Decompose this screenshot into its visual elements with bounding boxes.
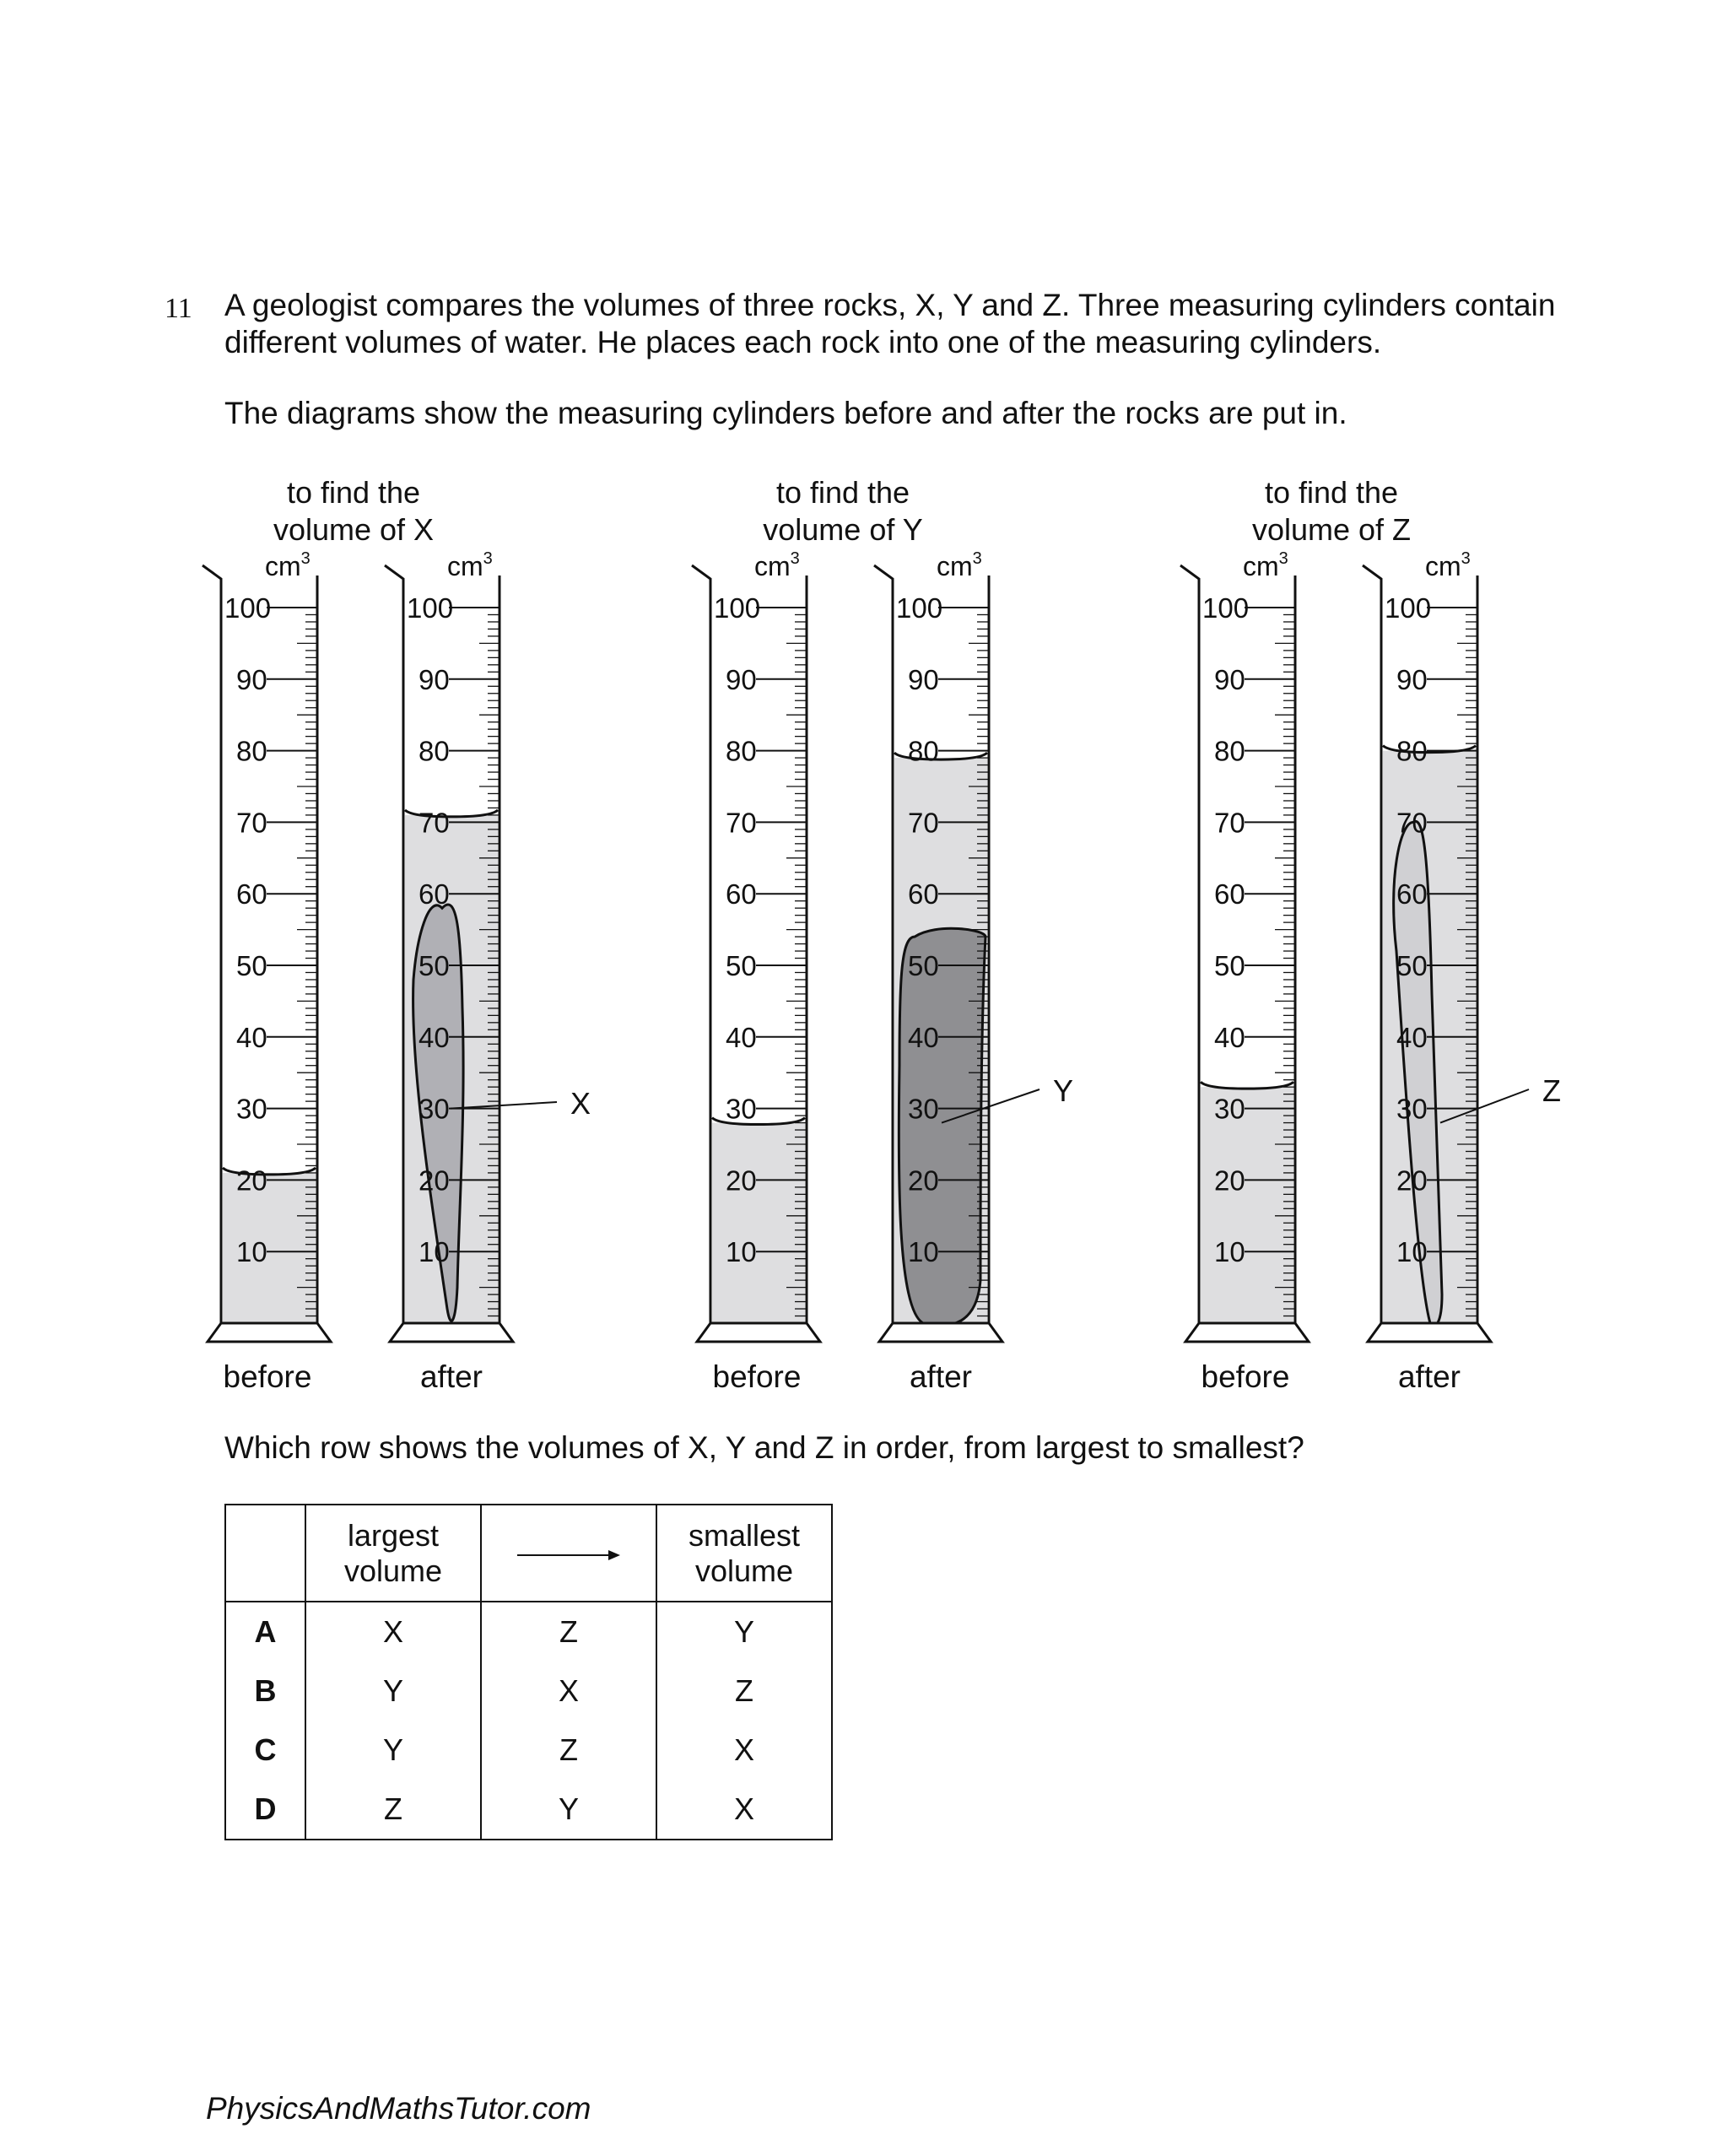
rock-label-x: X: [570, 1086, 591, 1121]
header-smallest-volume: volume: [694, 1553, 794, 1588]
cylinder-base: [879, 1323, 1002, 1342]
cylinder-group-x: [202, 475, 591, 1394]
unit-label: $cm^3$: [937, 549, 982, 581]
after-cylinder: [1363, 549, 1491, 1342]
cell: Y: [481, 1780, 656, 1840]
scale-label-80: 80: [726, 735, 757, 767]
before-label: before: [1201, 1359, 1290, 1394]
scale-label-60: 60: [1396, 878, 1428, 910]
after-label: after: [419, 1359, 483, 1394]
cell: Z: [481, 1721, 656, 1780]
scale-label-50: 50: [908, 950, 939, 981]
before-label: before: [712, 1359, 802, 1394]
scale-label-100: 100: [1385, 592, 1432, 624]
cell: X: [656, 1780, 832, 1840]
scale-label-20: 20: [1214, 1164, 1245, 1197]
spout: [385, 565, 403, 592]
measuring-cylinders-diagram: [0, 456, 1728, 1409]
arrow-icon: [514, 1547, 624, 1564]
scale-label-80: 80: [1396, 735, 1428, 767]
before-label: before: [223, 1359, 312, 1394]
spout: [874, 565, 893, 592]
scale-label-60: 60: [418, 878, 450, 910]
scale-label-20: 20: [236, 1164, 267, 1197]
scale-label-70: 70: [908, 807, 939, 839]
scale-label-60: 60: [908, 878, 939, 910]
scale-label-50: 50: [1214, 950, 1245, 981]
cell: Y: [305, 1662, 481, 1721]
scale-label-10: 10: [908, 1236, 939, 1268]
footer-watermark: PhysicsAndMathsTutor.com: [206, 2091, 591, 2126]
scale-label-90: 90: [236, 663, 267, 695]
row-key: B: [225, 1662, 305, 1721]
before-cylinder: [202, 549, 331, 1342]
scale-label-20: 20: [908, 1164, 939, 1197]
row-key: C: [225, 1721, 305, 1780]
cell: Z: [305, 1780, 481, 1840]
after-cylinder: [385, 549, 513, 1342]
scale-label-50: 50: [726, 950, 757, 981]
scale-label-20: 20: [418, 1164, 450, 1197]
scale-label-100: 100: [896, 592, 943, 624]
scale-label-40: 40: [908, 1021, 939, 1053]
scale-label-40: 40: [236, 1021, 267, 1053]
cylinder-base: [208, 1323, 331, 1342]
table-row: [225, 1602, 832, 1662]
scale-label-100: 100: [224, 592, 272, 624]
rock-label-z: Z: [1542, 1073, 1561, 1108]
spout: [202, 565, 221, 592]
scale-label-70: 70: [1396, 807, 1428, 839]
header-largest: largest: [347, 1517, 440, 1553]
water-fill: [712, 1123, 805, 1323]
scale-label-10: 10: [726, 1236, 757, 1268]
cell: Z: [656, 1662, 832, 1721]
scale-label-30: 30: [236, 1093, 267, 1125]
after-cylinder: [874, 549, 1002, 1342]
after-label: after: [1397, 1359, 1461, 1394]
group-title-line1: to find the: [1264, 475, 1399, 510]
table-row: [225, 1780, 832, 1840]
cylinder-base: [390, 1323, 513, 1342]
scale-label-30: 30: [726, 1093, 757, 1125]
spout: [692, 565, 710, 592]
scale-label-100: 100: [714, 592, 761, 624]
before-cylinder: [692, 549, 820, 1342]
scale-label-70: 70: [236, 807, 267, 839]
row-key: D: [225, 1780, 305, 1840]
cell: Y: [305, 1721, 481, 1780]
scale-label-100: 100: [407, 592, 454, 624]
scale-label-90: 90: [418, 663, 450, 695]
group-title-line1: to find the: [775, 475, 910, 510]
scale-label-60: 60: [1214, 878, 1245, 910]
unit-label: $cm^3$: [447, 549, 493, 581]
scale-label-40: 40: [1214, 1021, 1245, 1053]
meniscus-line: [1201, 1082, 1293, 1089]
scale-label-30: 30: [908, 1093, 939, 1125]
scale-label-30: 30: [1214, 1093, 1245, 1125]
cylinder-base: [1185, 1323, 1309, 1342]
cell: X: [656, 1721, 832, 1780]
scale-label-20: 20: [726, 1164, 757, 1197]
scale-label-80: 80: [1214, 735, 1245, 767]
scale-label-80: 80: [418, 735, 450, 767]
unit-label: $cm^3$: [265, 549, 310, 581]
scale-label-70: 70: [418, 807, 450, 839]
scale-label-40: 40: [1396, 1021, 1428, 1053]
question-text: [224, 287, 1608, 432]
scale-label-40: 40: [726, 1021, 757, 1053]
cell: Y: [656, 1602, 832, 1662]
unit-label: $cm^3$: [1243, 549, 1288, 581]
cell: Z: [481, 1602, 656, 1662]
header-smallest: smallest: [688, 1517, 801, 1553]
table-header-row: [225, 1505, 832, 1602]
scale-label-80: 80: [236, 735, 267, 767]
cell: X: [305, 1602, 481, 1662]
scale-label-30: 30: [418, 1093, 450, 1125]
before-cylinder: [1180, 549, 1309, 1342]
scale-label-80: 80: [908, 735, 939, 767]
unit-label: $cm^3$: [1425, 549, 1471, 581]
scale-label-50: 50: [1396, 950, 1428, 981]
scale-label-70: 70: [1214, 807, 1245, 839]
order-question: Which row shows the volumes of X, Y and Z in order, from largest to smallest?: [224, 1430, 1304, 1465]
cylinder-base: [697, 1323, 820, 1342]
scale-label-10: 10: [236, 1236, 267, 1268]
scale-label-20: 20: [1396, 1164, 1428, 1197]
header-largest-volume: volume: [343, 1553, 443, 1588]
scale-label-50: 50: [236, 950, 267, 981]
scale-label-70: 70: [726, 807, 757, 839]
group-title-line2: volume of Z: [1251, 512, 1412, 547]
scale-label-90: 90: [1396, 663, 1428, 695]
spout: [1363, 565, 1381, 592]
group-title-line1: to find the: [286, 475, 421, 510]
question-line-3: The diagrams show the measuring cylinders before and after the rocks are put in.: [224, 396, 1347, 430]
question-line-2: different volumes of water. He places each rock into one of the measuring cylinders.: [224, 325, 1382, 359]
scale-label-30: 30: [1396, 1093, 1428, 1125]
question-number: 11: [165, 293, 192, 324]
scale-label-10: 10: [1396, 1236, 1428, 1268]
table-row: [225, 1662, 832, 1721]
cylinder-base: [1368, 1323, 1491, 1342]
scale-label-40: 40: [418, 1021, 450, 1053]
scale-label-10: 10: [418, 1236, 450, 1268]
scale-label-100: 100: [1202, 592, 1250, 624]
scale-label-50: 50: [418, 950, 450, 981]
after-label: after: [909, 1359, 973, 1394]
scale-label-90: 90: [1214, 663, 1245, 695]
scale-label-60: 60: [726, 878, 757, 910]
cell: X: [481, 1662, 656, 1721]
scale-label-90: 90: [908, 663, 939, 695]
scale-label-60: 60: [236, 878, 267, 910]
group-title-line2: volume of Y: [763, 512, 923, 547]
table-row: [225, 1721, 832, 1780]
row-key: A: [225, 1602, 305, 1662]
group-title-line2: volume of X: [273, 512, 435, 547]
rock-label-y: Y: [1053, 1073, 1074, 1108]
scale-label-10: 10: [1214, 1236, 1245, 1268]
unit-label: $cm^3$: [754, 549, 800, 581]
cylinder-group-z: [1180, 475, 1561, 1394]
question-line-1: A geologist compares the volumes of three rocks, X, Y and Z. Three measuring cylinders contain: [224, 288, 1556, 322]
answer-table: [224, 1504, 833, 1840]
scale-label-90: 90: [726, 663, 757, 695]
cylinder-group-y: [692, 475, 1073, 1394]
spout: [1180, 565, 1199, 592]
